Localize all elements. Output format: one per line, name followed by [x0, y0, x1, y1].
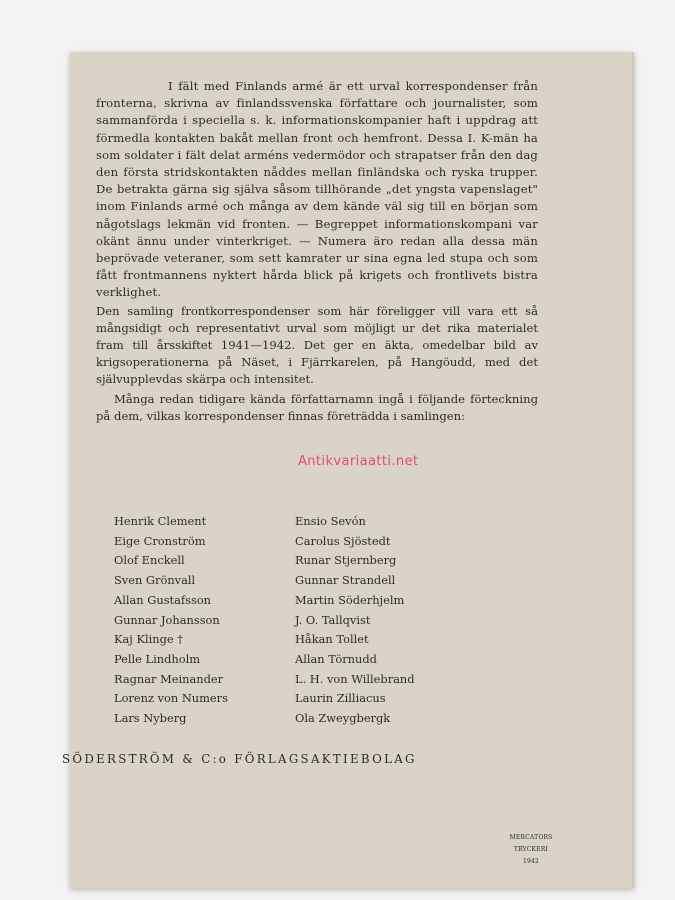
publisher-name: SÖDERSTRÖM & C:o FÖRLAGSAKTIEBOLAG [62, 752, 417, 766]
author-name: Ola Zweygbergk [295, 711, 391, 726]
author-name: Allan Gustafsson [114, 592, 212, 607]
author-name: Ensio Sevón [295, 514, 366, 528]
author-name: Laurin Zilliacus [295, 691, 386, 706]
author-name: Ragnar Meinander [114, 671, 224, 686]
printer-name: MERCATORS TRYCKERI [509, 834, 553, 853]
author-name: Olof Enckell [114, 553, 185, 568]
author-name: Håkan Tollet [295, 632, 369, 647]
author-name: Martin Söderhjelm [295, 592, 405, 607]
intro-paragraph-1: I fält med Finlands armé är ett urval korrespondenser från fronterna, skrivna av finlandssvenska författare och journalister, som sammanförda i speciella s. k. informationskompanier haft i uppdrag att förmedla kontakten bakåt mellan front och hemfront. Dessa I. K-män ha som soldater i fält delat arméns vedermödor och strapatser från den dag den första stridskontakten nåddes mellan finländska och ryska trupper. De betrakta gärna sig själva såsom tillhörande „det yngsta vapenslaget" inom Finlands armé och många av dem kände väl sig till en början som någotslags lekmän vid fronten. — Begreppet informationskompani var okänt ännu under vinterkriget. — Numera äro redan alla dessa män beprövade veteraner, som sett kamrater ur sina egna led stupa och som fått frontmannens nyktert hårda blick på krigets och frontlivets bistra verklighet. [96, 79, 538, 300]
author-name: Lars Nyberg [114, 711, 187, 726]
author-column-right [295, 512, 415, 729]
author-column-left [114, 512, 228, 729]
author-name: Carolus Sjöstedt [295, 533, 391, 548]
author-name: Runar Stjernberg [295, 553, 397, 568]
author-name: Allan Törnudd [295, 651, 377, 666]
author-name: Kaj Klinge † [114, 632, 183, 647]
intro-paragraph-3: Många redan tidigare kända författarnamn ingå i följande förteckning på dem, vilkas korrespondenser finnas företrädda i samlingen: [96, 391, 538, 423]
author-name: Eige Cronström [114, 533, 206, 548]
intro-paragraph-2: Den samling frontkorrespondenser som här föreligger vill vara ett så mångsidigt och representativt urval som möjligt ur det rika materialet fram till årsskiftet 1941—1942. Det ger en äkta, omedelbar bild av krigsoperationerna på Näset, i Fjärrkarelen, på Hangöudd, med det självupplevdas skärpa och intensitet. [96, 303, 538, 387]
author-name: J. O. Tallqvist [295, 612, 371, 627]
author-name: Lorenz von Numers [114, 691, 228, 706]
printer-imprint [496, 832, 566, 868]
author-name: Sven Grönvall [114, 573, 196, 588]
printer-year: 1942 [522, 858, 540, 865]
book-back-cover [62, 52, 634, 888]
author-name: Gunnar Johansson [114, 612, 220, 627]
author-name: Gunnar Strandell [295, 573, 396, 588]
watermark: Antikvariaatti.net [298, 454, 419, 469]
author-name: Pelle Lindholm [114, 651, 201, 666]
author-name: L. H. von Willebrand [295, 671, 415, 686]
author-name: Henrik Clement [114, 514, 207, 528]
